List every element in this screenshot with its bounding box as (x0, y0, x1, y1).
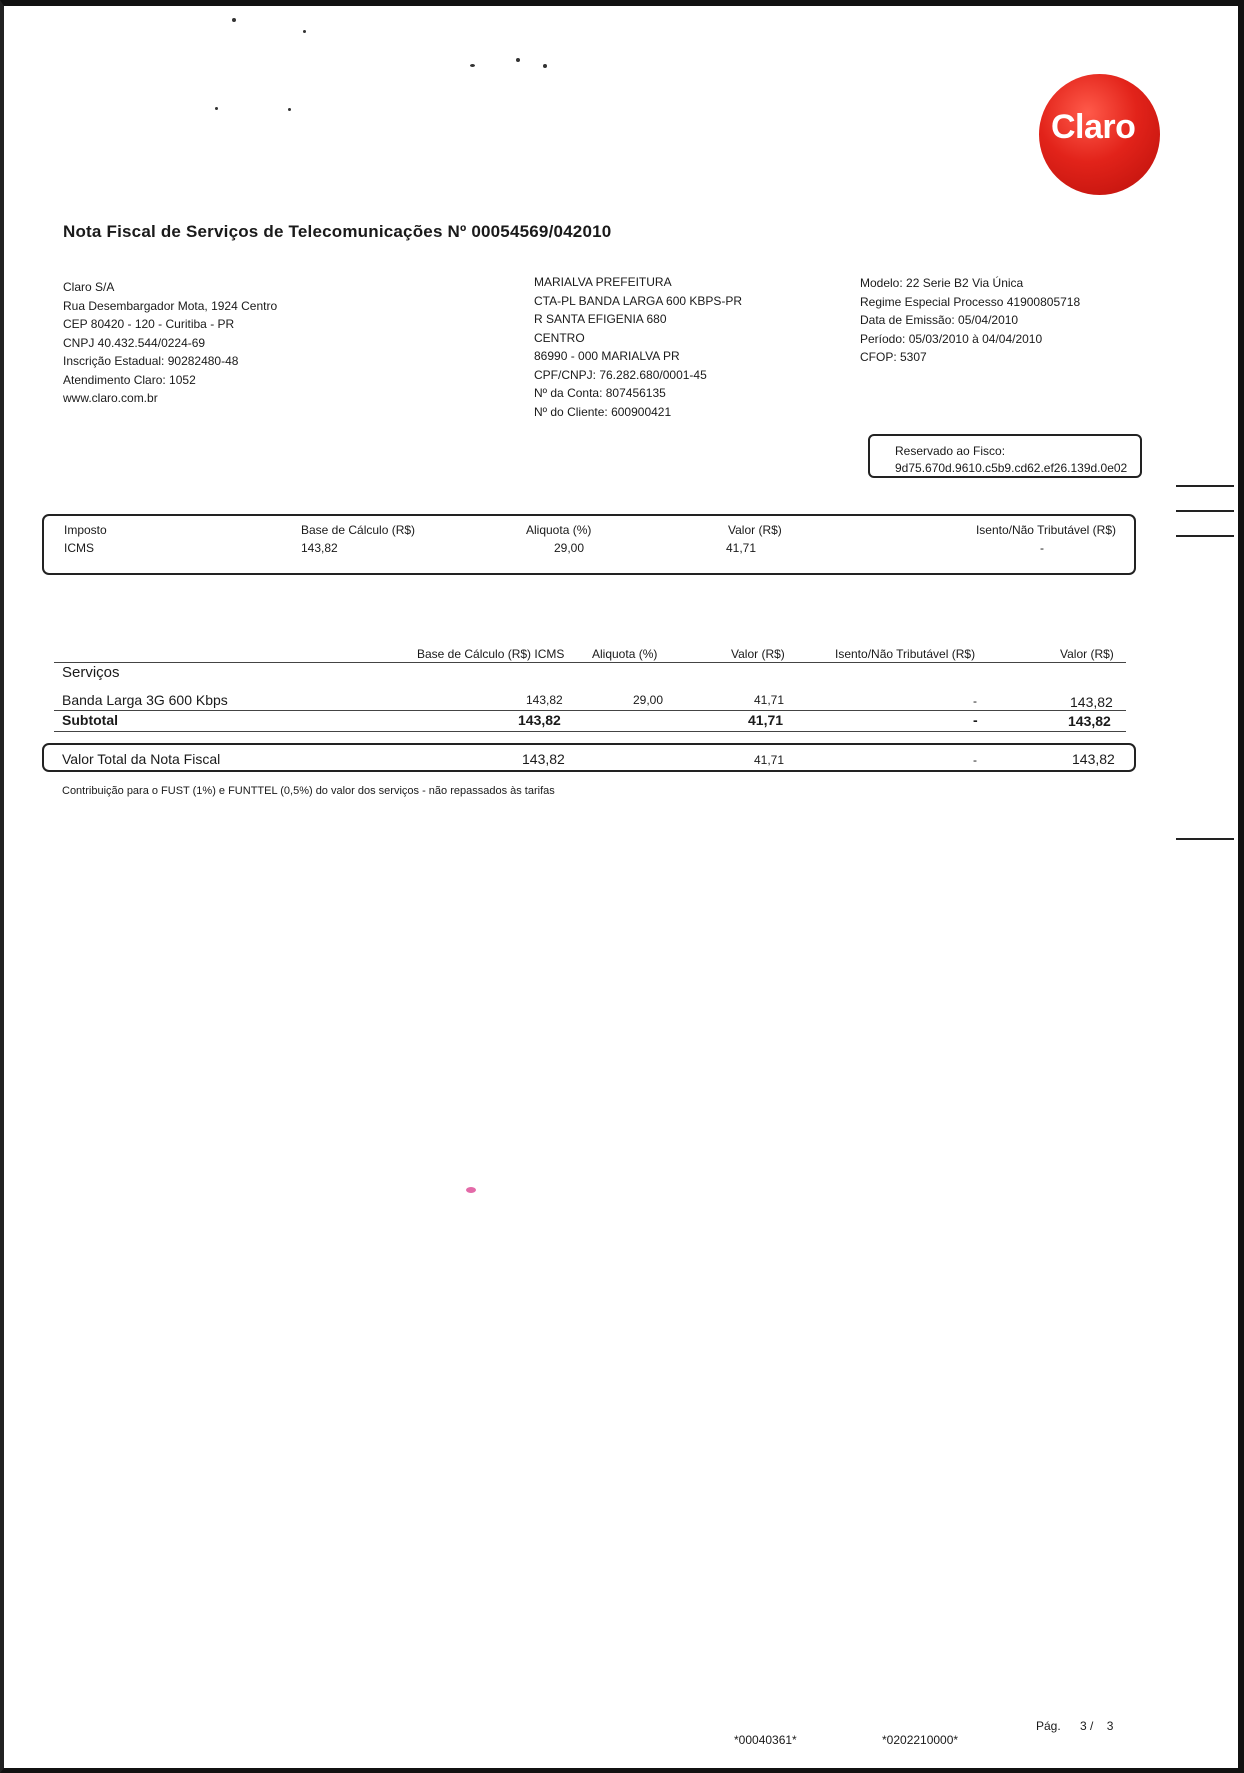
edge-mark (1176, 510, 1234, 512)
page-current: 3 / (1080, 1719, 1094, 1733)
scan-speck (288, 108, 291, 111)
issuer-line: CNPJ 40.432.544/0224-69 (63, 335, 206, 350)
fisco-code: 9d75.670d.9610.c5b9.cd62.ef26.139d.0e02 (895, 461, 1128, 475)
page-number (1036, 1719, 1113, 1733)
svc-item-total: 143,82 (1070, 694, 1113, 710)
grand-total-valor: 41,71 (754, 753, 785, 767)
customer-line: 86990 - 000 MARIALVA PR (534, 349, 680, 363)
customer-line: Nº do Cliente: 600900421 (534, 404, 672, 419)
svc-header-total: Valor (R$) (1060, 647, 1114, 661)
scan-speck (516, 58, 520, 62)
invoice-info-line: Período: 05/03/2010 à 04/04/2010 (860, 331, 1043, 346)
customer-line: R SANTA EFIGENIA 680 (534, 312, 667, 326)
tax-header-isento: Isento/Não Tributável (R$) (975, 523, 1116, 537)
invoice-info-line: Data de Emissão: 05/04/2010 (860, 313, 1019, 327)
customer-line: Nº da Conta: 807456135 (534, 386, 666, 400)
subtotal-total: 143,82 (1068, 713, 1111, 729)
tax-summary-box (42, 514, 1136, 575)
svc-header-base: Base de Cálculo (R$) ICMS (417, 647, 565, 661)
scan-speck (303, 30, 306, 33)
barcode-text-2: *0202210000* (882, 1733, 959, 1747)
tax-header-valor: Valor (R$) (728, 523, 782, 537)
issuer-line: www.claro.com.br (63, 391, 158, 405)
grand-total-base: 143,82 (522, 751, 565, 767)
tax-cell-imposto: ICMS (64, 541, 94, 555)
grand-total-box (42, 743, 1136, 772)
svc-item-isento: - (973, 694, 977, 708)
scan-speck (466, 1187, 476, 1193)
customer-block (534, 273, 742, 421)
scan-speck (232, 18, 236, 22)
subtotal-label: Subtotal (62, 712, 118, 728)
svc-section-title: Serviços (62, 664, 120, 681)
issuer-block (63, 278, 277, 408)
edge-mark (1176, 535, 1234, 537)
subtotal-valor: 41,71 (748, 712, 784, 728)
svc-item-name: Banda Larga 3G 600 Kbps (62, 692, 228, 708)
issuer-line: Rua Desembargador Mota, 1924 Centro (63, 298, 278, 313)
tax-header-aliquota: Aliquota (%) (526, 523, 592, 537)
issuer-line: Atendimento Claro: 1052 (63, 372, 196, 387)
svc-header-aliquota: Aliquota (%) (592, 647, 658, 661)
page-title: Nota Fiscal de Serviços de Telecomunicações Nº 00054569/042010 (63, 222, 612, 241)
page-label: Pág. (1036, 1719, 1061, 1733)
svc-header-isento: Isento/Não Tributável (R$) (835, 647, 976, 661)
issuer-line: Inscrição Estadual: 90282480-48 (63, 354, 239, 368)
claro-logo (1039, 74, 1160, 195)
customer-line: MARIALVA PREFEITURA (534, 275, 672, 289)
svc-header-rule (54, 662, 1126, 663)
page-total: 3 (1106, 1719, 1114, 1733)
tax-cell-isento: - (1040, 541, 1044, 555)
invoice-info-line: Modelo: 22 Serie B2 Via Única (860, 276, 1024, 290)
scan-speck (470, 64, 475, 67)
customer-line: CENTRO (534, 330, 585, 345)
fisco-label: Reservado ao Fisco: (895, 444, 1006, 458)
edge-mark (1176, 838, 1234, 840)
logo-text: Claro (1051, 108, 1136, 146)
svc-item-base: 143,82 (526, 693, 563, 707)
tax-cell-aliquota: 29,00 (554, 541, 585, 555)
issuer-line: CEP 80420 - 120 - Curitiba - PR (63, 317, 235, 331)
fust-funttel-note: Contribuição para o FUST (1%) e FUNTTEL (0,5%) do valor dos serviços - não repassados às tarifas (62, 785, 555, 797)
scan-speck (543, 64, 547, 68)
customer-line: CPF/CNPJ: 76.282.680/0001-45 (534, 367, 707, 382)
invoice-info-line: Regime Especial Processo 41900805718 (860, 294, 1081, 309)
customer-line: CTA-PL BANDA LARGA 600 KBPS-PR (534, 293, 743, 308)
svc-item-aliquota: 29,00 (633, 693, 664, 707)
tax-header-base: Base de Cálculo (R$) (301, 523, 416, 537)
tax-cell-valor: 41,71 (726, 541, 757, 555)
scan-speck (215, 107, 218, 110)
barcode-text-1: *00040361* (734, 1733, 797, 1747)
subtotal-isento: - (973, 712, 978, 728)
tax-cell-base: 143,82 (301, 541, 338, 555)
fisco-box (868, 434, 1142, 478)
svc-subtotal-rule (54, 710, 1126, 711)
grand-total-label: Valor Total da Nota Fiscal (62, 751, 221, 767)
svc-header-valor: Valor (R$) (731, 647, 785, 661)
issuer-line: Claro S/A (63, 280, 115, 294)
subtotal-base: 143,82 (518, 712, 561, 728)
svc-item-valor: 41,71 (754, 693, 785, 707)
invoice-info-block (860, 274, 1080, 367)
svc-subtotal-bottom-rule (54, 731, 1126, 732)
edge-mark (1176, 485, 1234, 487)
grand-total-total: 143,82 (1072, 751, 1115, 767)
grand-total-isento: - (973, 753, 977, 767)
invoice-info-line: CFOP: 5307 (860, 350, 927, 364)
tax-header-imposto: Imposto (64, 523, 107, 537)
